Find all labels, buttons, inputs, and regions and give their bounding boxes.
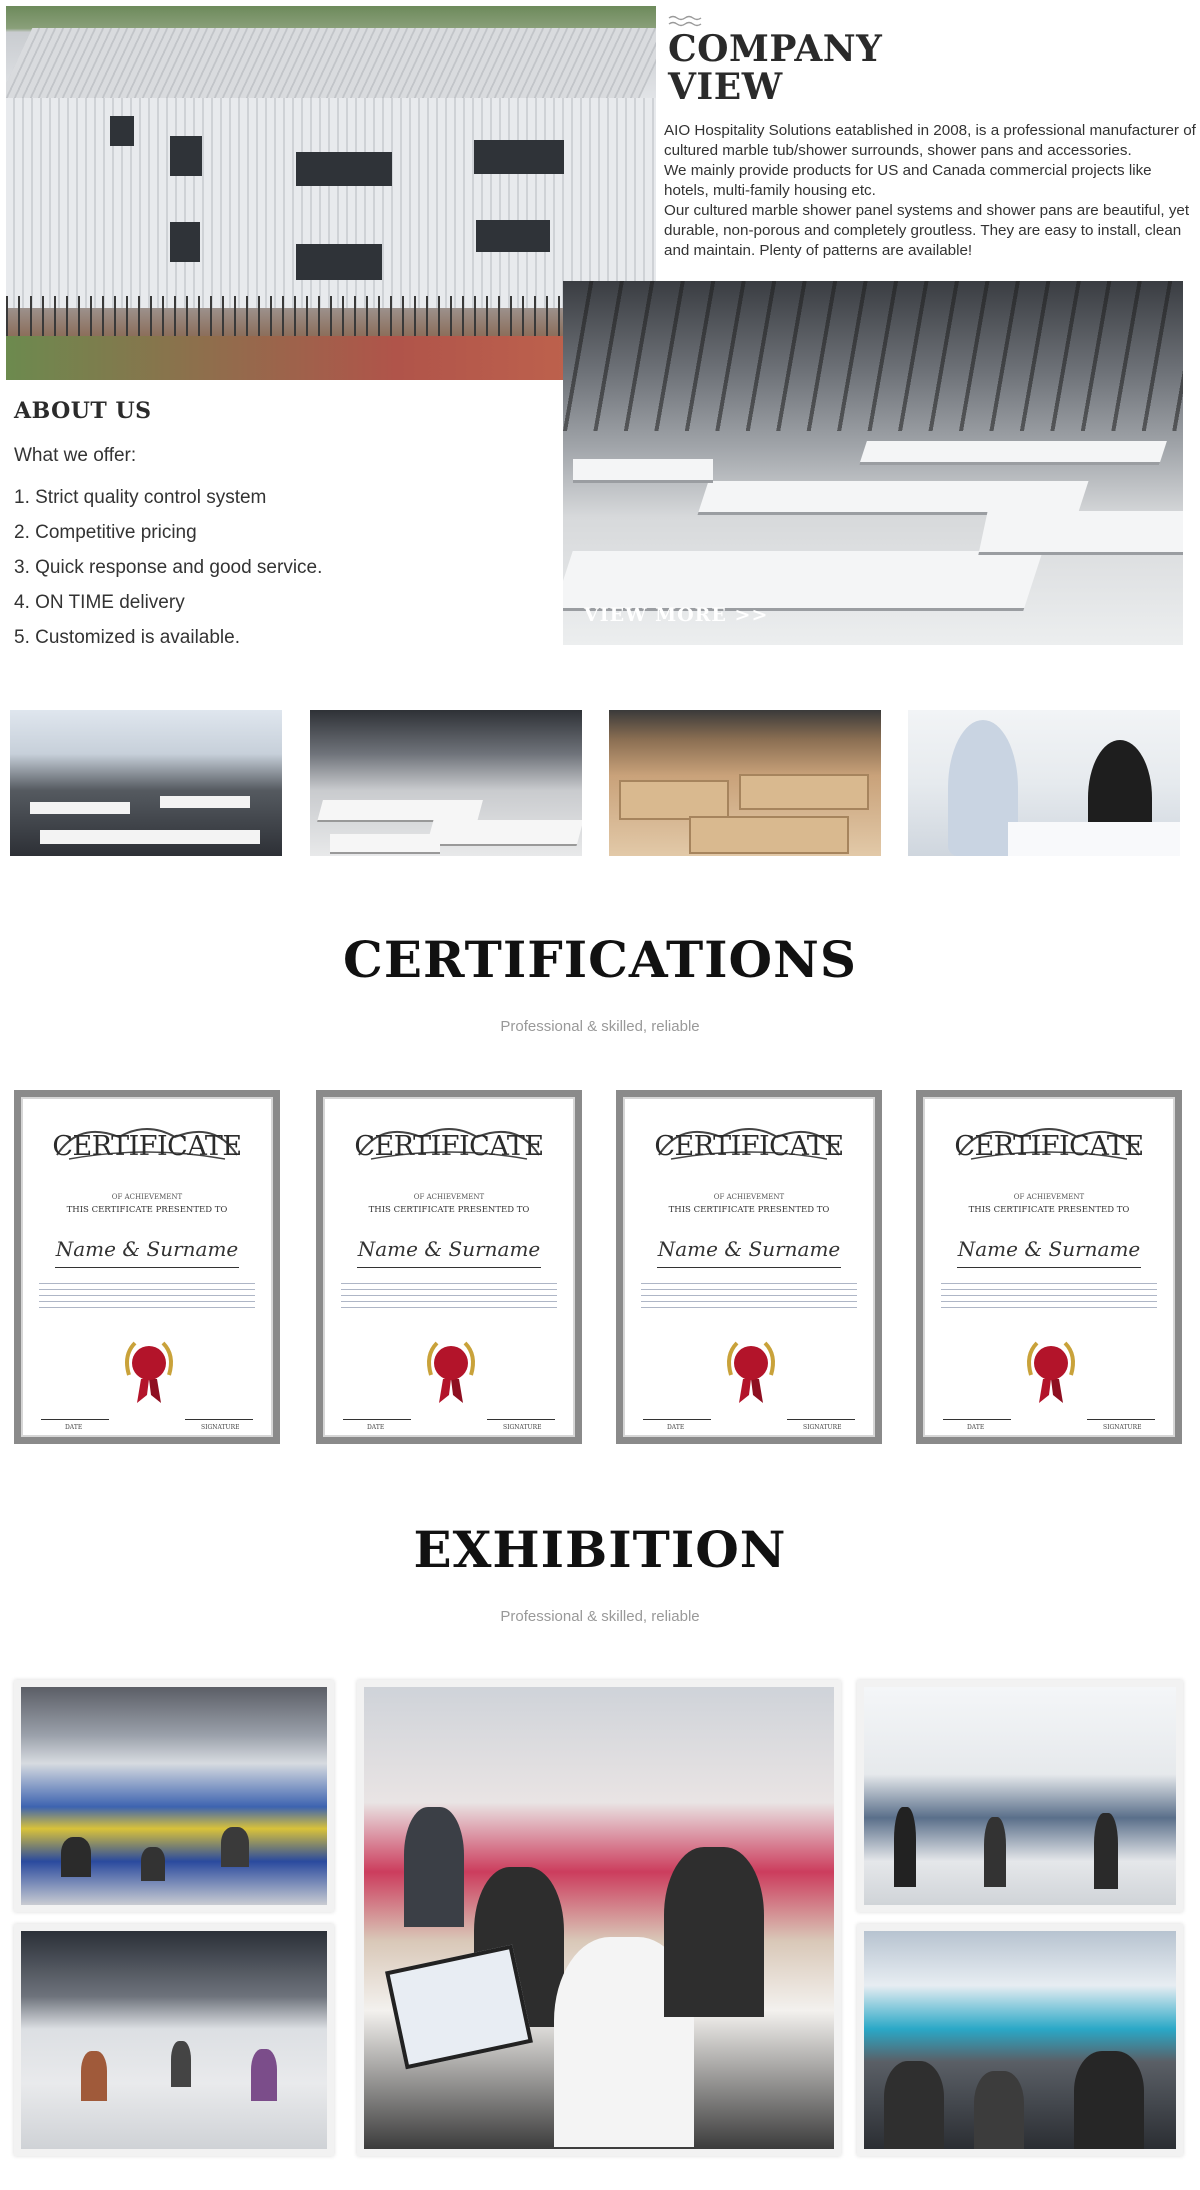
company-paragraph: AIO Hospitality Solutions eatablished in 2008, is a professional manufacturer of cultured marble tub/shower surrounds, shower pans and accessories. bbox=[664, 122, 1196, 159]
list-item: 3. Quick response and good service. bbox=[14, 557, 323, 578]
company-view-title bbox=[668, 30, 968, 106]
certifications-subtitle: Professional & skilled, reliable bbox=[500, 1018, 700, 1035]
certificate-card bbox=[616, 1090, 882, 1444]
warehouse-photo-link[interactable] bbox=[563, 281, 1183, 645]
list-item: 2. Competitive pricing bbox=[14, 522, 197, 543]
certificate-name: Name & Surname bbox=[357, 1237, 541, 1261]
wax-seal-icon bbox=[1021, 1335, 1081, 1405]
certificate-card bbox=[14, 1090, 280, 1444]
list-item: 1. Strict quality control system bbox=[14, 487, 267, 508]
view-more-link[interactable]: VIEW MORE >> bbox=[584, 604, 769, 626]
certificate-card bbox=[316, 1090, 582, 1444]
date-label: DATE bbox=[967, 1424, 985, 1431]
exhibition-title: EXHIBITION bbox=[413, 1520, 787, 1579]
company-description bbox=[664, 121, 1196, 261]
certificate-of-achievement: OF ACHIEVEMENT bbox=[713, 1193, 785, 1201]
factory-building-photo bbox=[6, 6, 656, 380]
company-paragraph: We mainly provide products for US and Canada commercial projects like hotels, multi-family housing etc. bbox=[664, 162, 1152, 199]
certificate-of-achievement: OF ACHIEVEMENT bbox=[413, 1193, 485, 1201]
offer-label: What we offer: bbox=[14, 445, 137, 466]
signature-label: SIGNATURE bbox=[201, 1424, 240, 1431]
certificate-name: Name & Surname bbox=[957, 1237, 1141, 1261]
wax-seal-icon bbox=[119, 1335, 179, 1405]
exhibition-booth-photo bbox=[357, 1680, 841, 2156]
exhibition-hall-photo bbox=[14, 1680, 334, 1912]
certificate-name: Name & Surname bbox=[55, 1237, 239, 1261]
signature-label: SIGNATURE bbox=[1103, 1424, 1142, 1431]
meeting-photo bbox=[908, 710, 1180, 856]
certificate-of-achievement: OF ACHIEVEMENT bbox=[111, 1193, 183, 1201]
certificate-heading: CERTIFICATE bbox=[954, 1131, 1144, 1162]
offer-list bbox=[14, 480, 322, 655]
certificate-presented-to: THIS CERTIFICATE PRESENTED TO bbox=[968, 1205, 1130, 1215]
signature-label: SIGNATURE bbox=[503, 1424, 542, 1431]
company-title-line1: COMPANY bbox=[668, 28, 883, 70]
certificate-of-achievement: OF ACHIEVEMENT bbox=[1013, 1193, 1085, 1201]
certificate-heading: CERTIFICATE bbox=[654, 1131, 844, 1162]
list-item: 4. ON TIME delivery bbox=[14, 592, 185, 613]
certificate-heading: CERTIFICATE bbox=[354, 1131, 544, 1162]
packing-crates-photo bbox=[609, 710, 881, 856]
certificate-heading: CERTIFICATE bbox=[52, 1131, 242, 1162]
certificate-name: Name & Surname bbox=[657, 1237, 841, 1261]
company-paragraph: Our cultured marble shower panel systems and shower pans are beautiful, yet durable, non-porous and completely groutless. They are easy to install, clean and maintain. Plenty of patterns are available! bbox=[664, 202, 1190, 259]
about-us-title: ABOUT US bbox=[14, 398, 152, 424]
exhibition-aisle-photo bbox=[14, 1924, 334, 2156]
date-label: DATE bbox=[65, 1424, 83, 1431]
certificate-presented-to: THIS CERTIFICATE PRESENTED TO bbox=[668, 1205, 830, 1215]
wax-seal-icon bbox=[421, 1335, 481, 1405]
date-label: DATE bbox=[367, 1424, 385, 1431]
signature-label: SIGNATURE bbox=[803, 1424, 842, 1431]
company-title-line2: VIEW bbox=[668, 66, 783, 108]
date-label: DATE bbox=[667, 1424, 685, 1431]
exhibition-subtitle: Professional & skilled, reliable bbox=[500, 1608, 700, 1625]
wave-decoration-icon bbox=[668, 14, 702, 28]
list-item: 5. Customized is available. bbox=[14, 627, 240, 648]
workshop-photo bbox=[310, 710, 582, 856]
exhibition-crowd-photo bbox=[857, 1924, 1183, 2156]
certificate-card bbox=[916, 1090, 1182, 1444]
certificate-presented-to: THIS CERTIFICATE PRESENTED TO bbox=[368, 1205, 530, 1215]
certifications-title: CERTIFICATIONS bbox=[343, 930, 857, 989]
office-photo bbox=[10, 710, 282, 856]
certificate-presented-to: THIS CERTIFICATE PRESENTED TO bbox=[66, 1205, 228, 1215]
exhibition-stand-photo bbox=[857, 1680, 1183, 1912]
wax-seal-icon bbox=[721, 1335, 781, 1405]
